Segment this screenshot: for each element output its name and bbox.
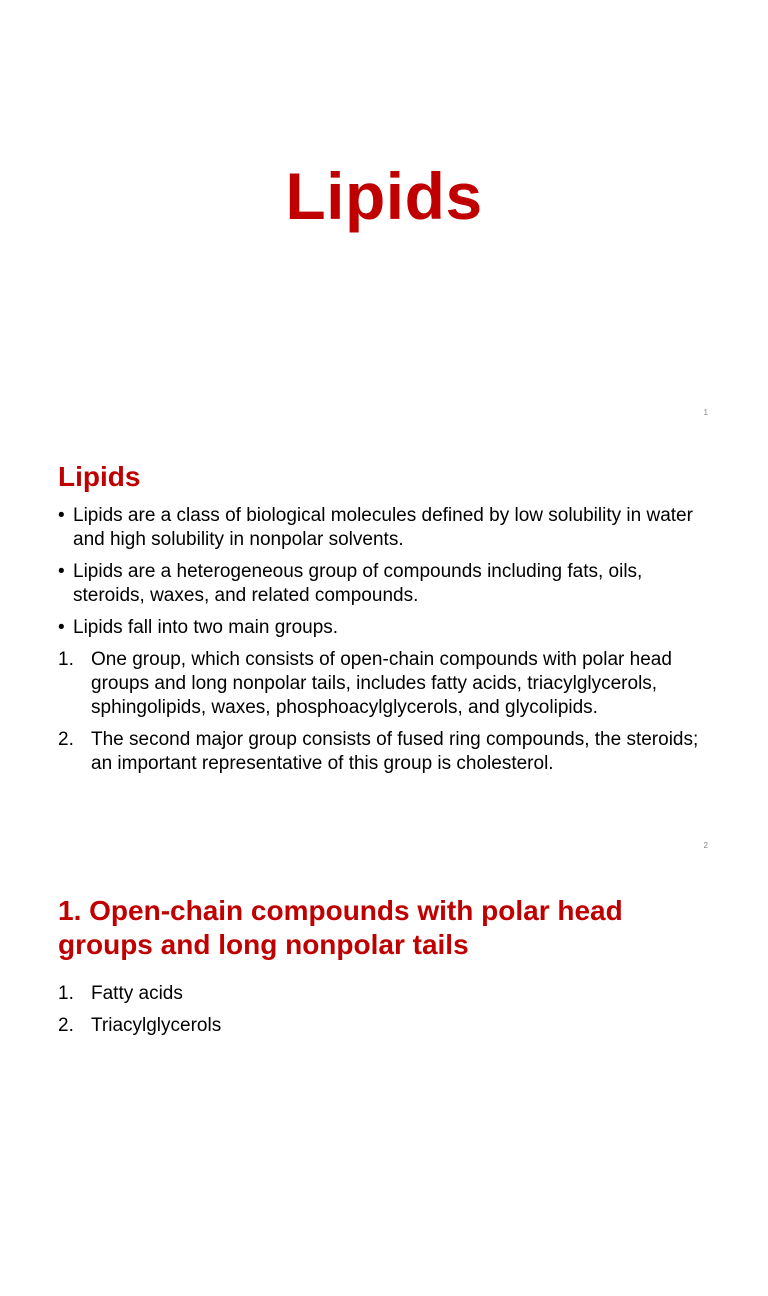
page-number: 2 xyxy=(703,841,708,850)
item-number: 2. xyxy=(58,1015,74,1036)
slide-1 xyxy=(0,0,768,432)
page-number: 1 xyxy=(703,408,708,417)
slide-body xyxy=(58,504,708,784)
item-text: One group, which consists of open-chain compounds with polar head groups and long nonpolar tails, includes fatty acids, triacylglycerols, sphingolipids, waxes, phosphoacylglycerols, and glycolipids. xyxy=(91,649,672,718)
item-text: The second major group consists of fused ring compounds, the steroids; an important representative of this group is cholesterol. xyxy=(91,729,699,774)
numbered-item xyxy=(58,1014,708,1038)
bullet-item xyxy=(58,616,708,640)
bullet-text: Lipids are a class of biological molecules defined by low solubility in water and high solubility in nonpolar solvents. xyxy=(73,505,693,550)
bullet-item xyxy=(58,504,708,552)
numbered-item xyxy=(58,982,708,1006)
slide-title: Lipids xyxy=(285,159,483,233)
bullet-text: Lipids fall into two main groups. xyxy=(73,617,339,638)
item-number: 1. xyxy=(58,649,74,670)
slide-heading: Lipids xyxy=(58,461,141,492)
item-text: Triacylglycerols xyxy=(91,1015,222,1036)
slide-body xyxy=(58,982,708,1046)
slide-3 xyxy=(0,864,768,1296)
item-number: 2. xyxy=(58,729,74,750)
bullet-icon: • xyxy=(58,561,65,582)
bullet-icon: • xyxy=(58,505,65,526)
bullet-icon: • xyxy=(58,617,65,638)
bullet-item xyxy=(58,560,708,608)
bullet-text: Lipids are a heterogeneous group of compounds including fats, oils, steroids, waxes, and related compounds. xyxy=(73,561,643,606)
item-text: Fatty acids xyxy=(91,983,183,1004)
slide-heading: 1. Open-chain compounds with polar head groups and long nonpolar tails xyxy=(58,895,623,960)
numbered-item xyxy=(58,728,708,776)
item-number: 1. xyxy=(58,983,74,1004)
numbered-item xyxy=(58,648,708,720)
slide-2 xyxy=(0,432,768,864)
